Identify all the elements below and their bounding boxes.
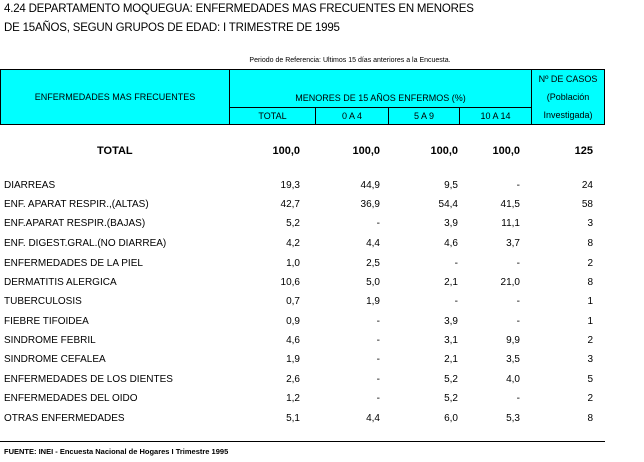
table-row	[0, 258, 605, 276]
cell-10-14: 3,5	[506, 354, 520, 365]
cell-cases: 2	[587, 393, 593, 404]
cell-10-14: 100,0	[492, 145, 520, 157]
cell-total: 0,7	[286, 296, 300, 307]
table-header	[0, 69, 605, 125]
cell-10-14: -	[516, 180, 520, 191]
cell-total: 42,7	[280, 199, 300, 210]
cell-cases: 125	[574, 145, 593, 157]
cell-0-4: 4,4	[366, 238, 380, 249]
cell-cases: 1	[587, 296, 593, 307]
table-title-line-1: 4.24 DEPARTAMENTO MOQUEGUA: ENFERMEDADES MAS FRECUENTES EN MENORES	[4, 3, 474, 15]
cell-10-14: 21,0	[500, 277, 520, 288]
table-row	[0, 277, 605, 295]
row-label: ENFERMEDADES DE LOS DIENTES	[4, 374, 173, 385]
header-diseases-label: ENFERMEDADES MAS FRECUENTES	[34, 92, 196, 102]
cell-5-9: 4,6	[444, 238, 458, 249]
cell-0-4: 1,9	[366, 296, 380, 307]
cell-0-4: 2,5	[366, 258, 380, 269]
header-cases-line-1: Nº DE CASOS	[538, 74, 598, 84]
cell-0-4: 4,4	[366, 413, 380, 424]
table-row-total	[0, 145, 605, 163]
header-sub-0-4	[315, 107, 389, 125]
cell-0-4: 100,0	[352, 145, 380, 157]
table-row	[0, 218, 605, 236]
header-sub-0-4-label: 0 A 4	[341, 111, 363, 121]
cell-total: 10,6	[280, 277, 300, 288]
cell-5-9: 54,4	[438, 199, 458, 210]
source-note: FUENTE: INEI - Encuesta Nacional de Hogares I Trimestre 1995	[4, 447, 229, 456]
header-sub-total	[229, 107, 316, 125]
cell-0-4: -	[376, 393, 380, 404]
row-label: ENF. DIGEST.GRAL.(NO DIARREA)	[4, 238, 167, 249]
header-cases	[531, 69, 605, 125]
table-row	[0, 296, 605, 314]
header-diseases	[0, 69, 230, 125]
header-sub-5-9-label: 5 A 9	[413, 111, 435, 121]
table-row	[0, 335, 605, 353]
cell-10-14: 9,9	[506, 335, 520, 346]
table-row	[0, 238, 605, 256]
row-label: SINDROME CEFALEA	[4, 354, 106, 365]
cell-cases: 8	[587, 413, 593, 424]
cell-10-14: 41,5	[500, 199, 520, 210]
row-label: ENFERMEDADES DE LA PIEL	[4, 258, 143, 269]
row-label: DIARREAS	[4, 180, 56, 191]
cell-0-4: 36,9	[360, 199, 380, 210]
cell-cases: 24	[581, 180, 593, 191]
cell-cases: 3	[587, 354, 593, 365]
cell-10-14: -	[516, 316, 520, 327]
cell-5-9: 3,9	[444, 316, 458, 327]
cell-10-14: -	[516, 393, 520, 404]
table-row	[0, 316, 605, 334]
cell-cases: 58	[581, 199, 593, 210]
header-sub-total-label: TOTAL	[258, 111, 287, 121]
row-label: ENF. APARAT RESPIR.,(ALTAS)	[4, 199, 149, 210]
header-group	[229, 69, 532, 108]
cell-10-14: -	[516, 258, 520, 269]
table-row	[0, 413, 605, 431]
cell-0-4: 5,0	[366, 277, 380, 288]
header-sub-10-14	[459, 107, 532, 125]
cell-total: 100,0	[272, 145, 300, 157]
cell-total: 5,2	[286, 218, 300, 229]
table-row	[0, 393, 605, 411]
cell-cases: 5	[587, 374, 593, 385]
cell-5-9: 3,1	[444, 335, 458, 346]
row-label: TOTAL	[97, 145, 133, 157]
cell-total: 19,3	[280, 180, 300, 191]
cell-0-4: 44,9	[360, 180, 380, 191]
cell-5-9: 2,1	[444, 354, 458, 365]
cell-cases: 3	[587, 218, 593, 229]
table-row	[0, 354, 605, 372]
header-sub-5-9	[388, 107, 460, 125]
cell-10-14: 5,3	[506, 413, 520, 424]
cell-5-9: 3,9	[444, 218, 458, 229]
cell-cases: 8	[587, 238, 593, 249]
cell-cases: 1	[587, 316, 593, 327]
cell-10-14: -	[516, 296, 520, 307]
cell-total: 4,6	[286, 335, 300, 346]
cell-total: 1,0	[286, 258, 300, 269]
cell-5-9: 100,0	[430, 145, 458, 157]
header-cases-line-3: Investigada)	[543, 110, 593, 120]
cell-total: 0,9	[286, 316, 300, 327]
cell-10-14: 4,0	[506, 374, 520, 385]
cell-5-9: 5,2	[444, 393, 458, 404]
cell-5-9: -	[454, 296, 458, 307]
header-group-label: MENORES DE 15 AÑOS ENFERMOS (%)	[295, 93, 466, 103]
row-label: DERMATITIS ALERGICA	[4, 277, 117, 288]
row-label: FIEBRE TIFOIDEA	[4, 316, 89, 327]
row-label: ENF.APARAT RESPIR.(BAJAS)	[4, 218, 146, 229]
cell-10-14: 3,7	[506, 238, 520, 249]
table-row	[0, 374, 605, 392]
table-row	[0, 199, 605, 217]
row-label: TUBERCULOSIS	[4, 296, 82, 307]
cell-total: 1,9	[286, 354, 300, 365]
table-bottom-rule	[0, 441, 605, 442]
row-label: ENFERMEDADES DEL OIDO	[4, 393, 138, 404]
header-sub-10-14-label: 10 A 14	[480, 111, 511, 121]
reference-period-note: Periodo de Referencia: Ultimos 15 días anteriores a la Encuesta.	[249, 57, 451, 64]
cell-total: 2,6	[286, 374, 300, 385]
cell-cases: 8	[587, 277, 593, 288]
cell-5-9: -	[454, 258, 458, 269]
cell-0-4: -	[376, 354, 380, 365]
cell-cases: 2	[587, 335, 593, 346]
table-row	[0, 180, 605, 198]
cell-5-9: 9,5	[444, 180, 458, 191]
cell-10-14: 11,1	[501, 218, 520, 229]
cell-total: 5,1	[286, 413, 300, 424]
cell-5-9: 2,1	[444, 277, 458, 288]
cell-cases: 2	[587, 258, 593, 269]
cell-0-4: -	[376, 316, 380, 327]
cell-5-9: 5,2	[444, 374, 458, 385]
row-label: OTRAS ENFERMEDADES	[4, 413, 125, 424]
cell-0-4: -	[376, 374, 380, 385]
header-cases-line-2: (Población	[546, 92, 590, 102]
cell-total: 4,2	[286, 238, 300, 249]
table-title-line-2: DE 15AÑOS, SEGUN GRUPOS DE EDAD: I TRIMESTRE DE 1995	[4, 22, 340, 34]
cell-5-9: 6,0	[444, 413, 458, 424]
cell-0-4: -	[376, 335, 380, 346]
cell-total: 1,2	[286, 393, 300, 404]
row-label: SINDROME FEBRIL	[4, 335, 96, 346]
cell-0-4: -	[376, 218, 380, 229]
